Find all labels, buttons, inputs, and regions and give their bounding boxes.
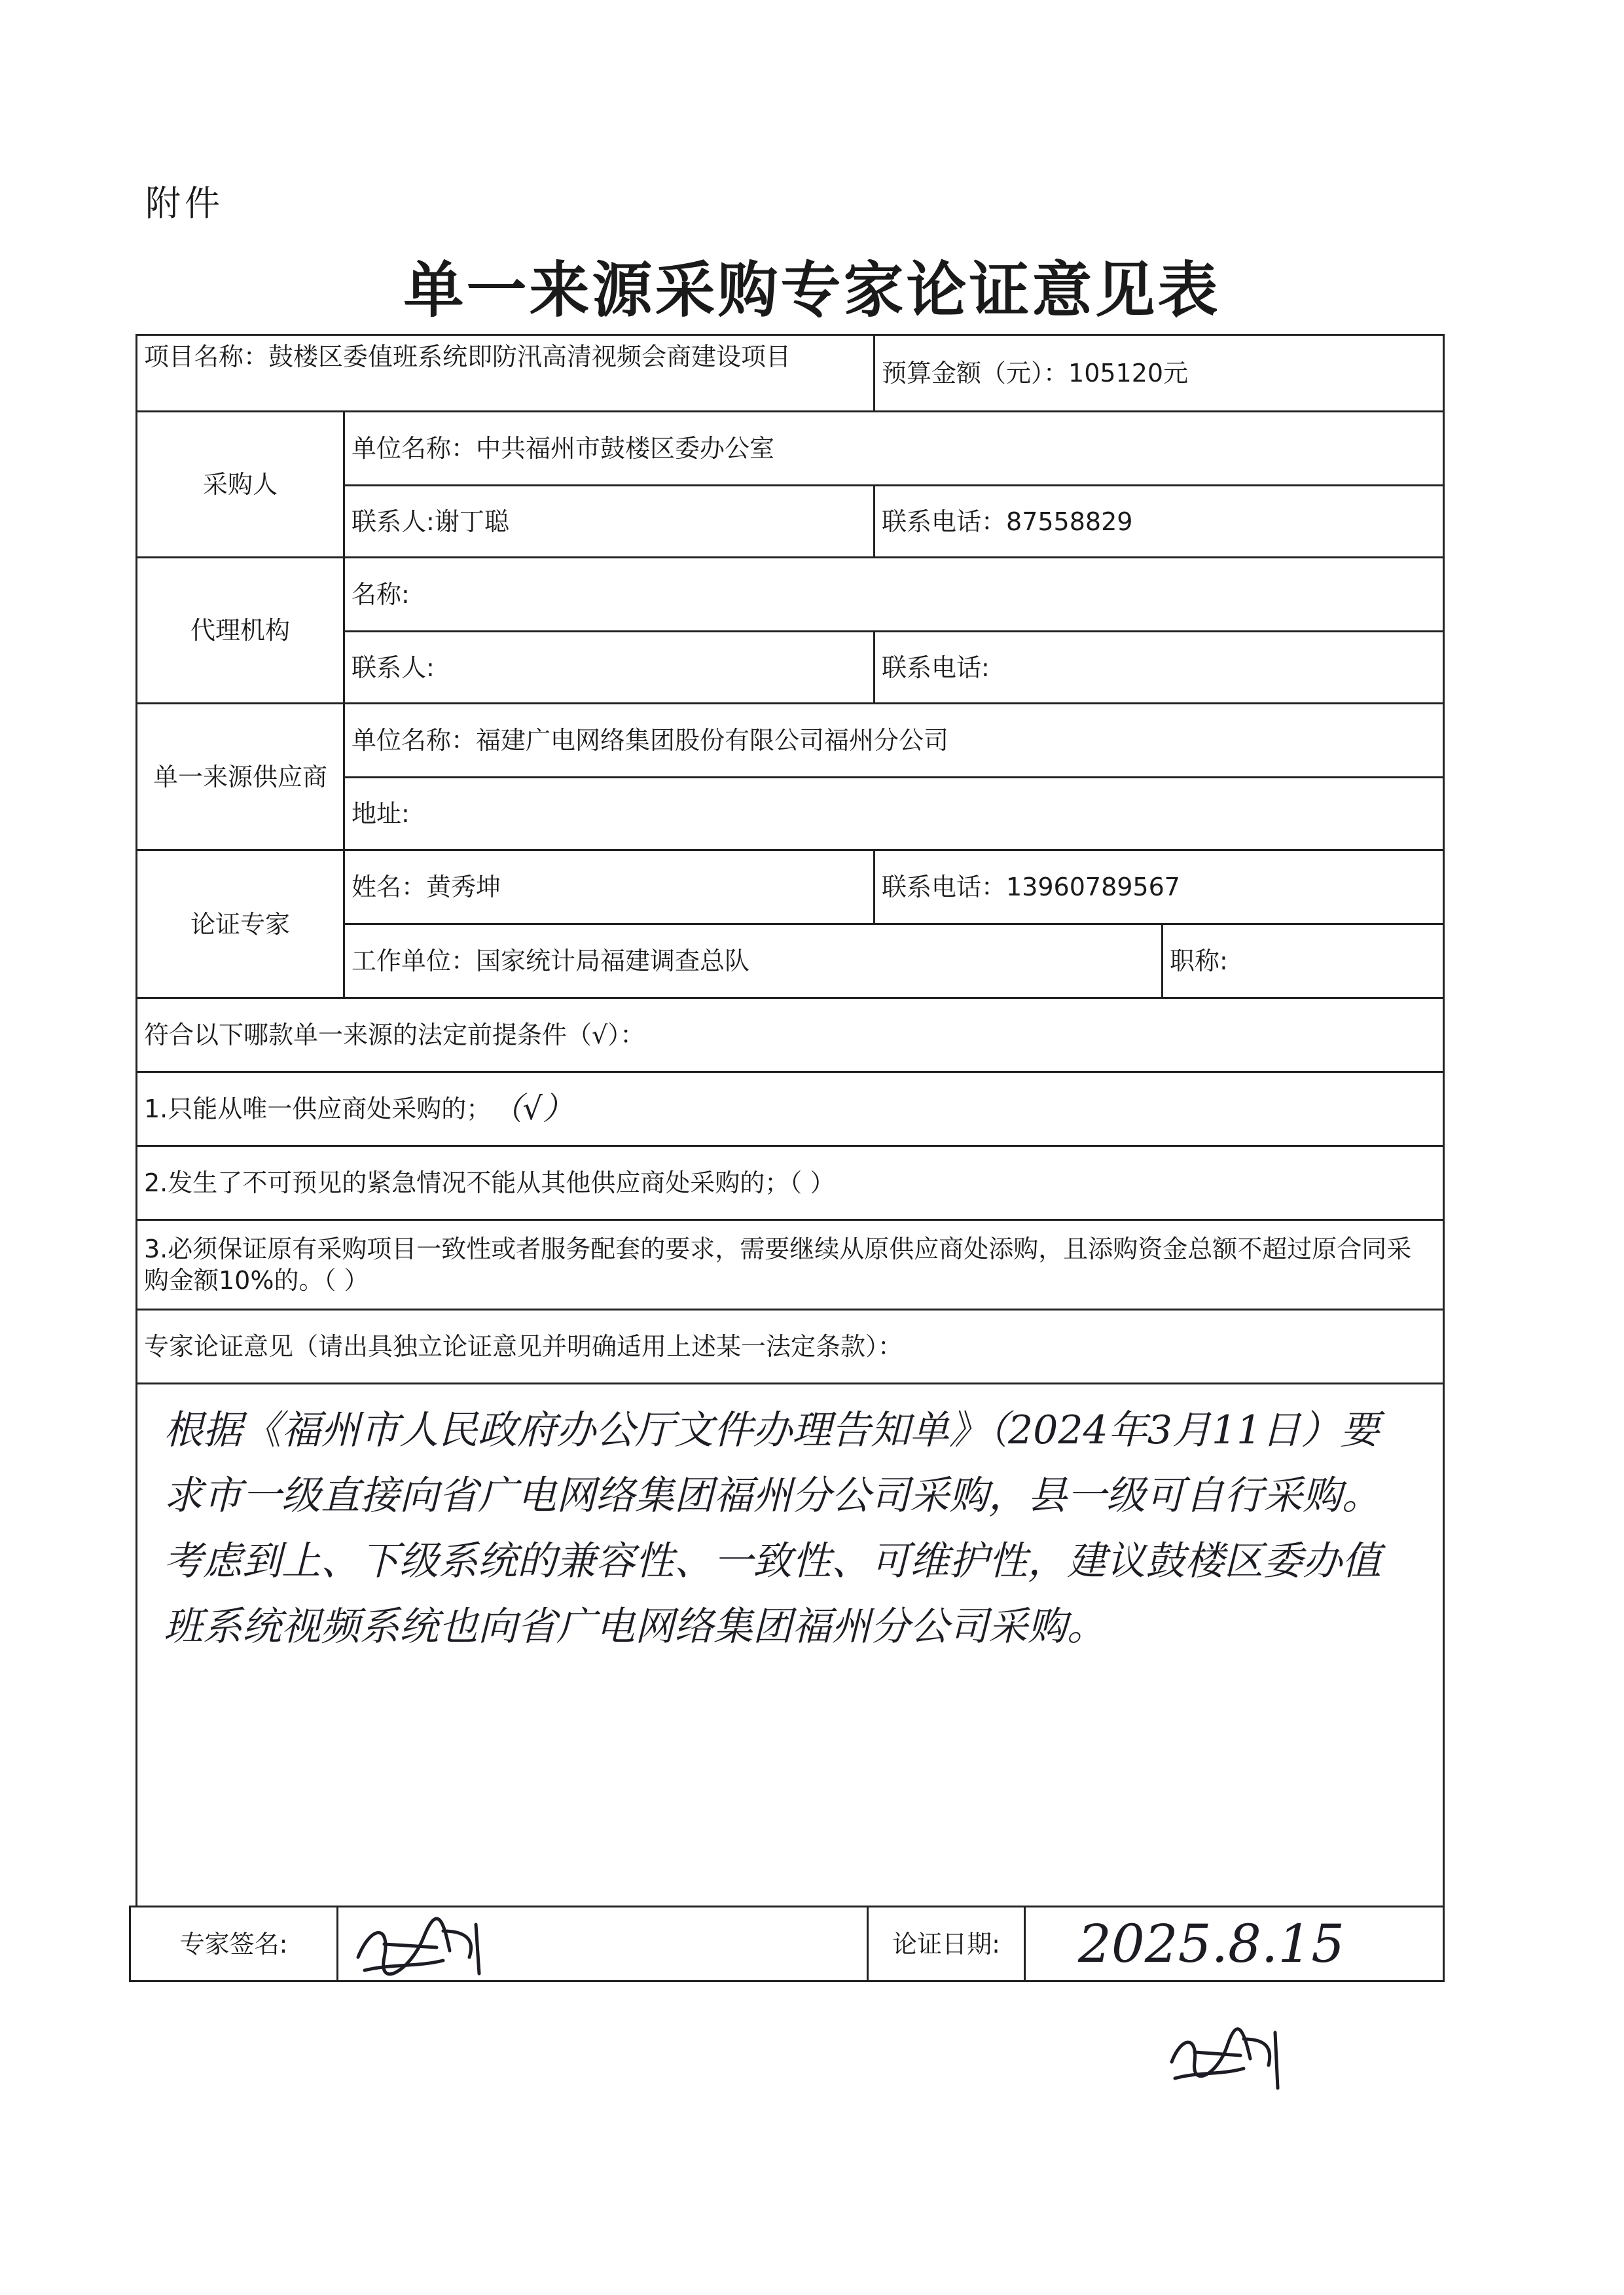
supplier-section-label: 单一来源供应商 <box>135 702 345 851</box>
project-name: 鼓楼区委值班系统即防汛高清视频会商建设项目 <box>268 342 791 371</box>
supplier-unit-cell <box>343 702 1445 778</box>
condition-1-text: 1.只能从唯一供应商处采购的； <box>144 1094 492 1123</box>
purchaser-unit-label: 单位名称： <box>352 434 477 463</box>
purchaser-phone: 87558829 <box>1006 507 1133 536</box>
agency-name-cell <box>343 556 1445 632</box>
conditions-heading: 符合以下哪款单一来源的法定前提条件（√）： <box>135 997 1445 1073</box>
project-name-cell <box>135 334 875 412</box>
date-label: 论证日期: <box>867 1906 1026 1982</box>
form-table <box>135 334 1445 1982</box>
expert-phone: 13960789567 <box>1006 873 1180 901</box>
expert-signature-below <box>1159 2023 1296 2095</box>
agency-contact-cell <box>343 630 875 704</box>
purchaser-contact: 谢丁聪 <box>434 507 509 536</box>
budget-value: 105120元 <box>1068 359 1189 388</box>
expert-section-label: 论证专家 <box>135 849 345 999</box>
purchaser-phone-cell <box>873 484 1445 558</box>
purchaser-unit-cell <box>343 410 1445 486</box>
purchaser-section-label: 采购人 <box>135 410 345 558</box>
opinion-text: 根据《福州市人民政府办公厅文件办理告知单》（2024年3月11日）要求市一级直接向省广电网络集团福州分公司采购，县一级可自行采购。考虑到上、下级系统的兼容性、一致性、可维护性，建议鼓楼区委办值班系统视频系统也向省广电网络集团福州分公司采购。 <box>135 1382 1445 1907</box>
agency-contact-label: 联系人: <box>352 653 435 682</box>
agency-name-label: 名称: <box>352 580 410 609</box>
expert-work-unit-cell <box>343 923 1163 999</box>
supplier-address-label: 地址: <box>352 799 410 828</box>
supplier-address-cell <box>343 776 1445 851</box>
project-name-label: 项目名称： <box>144 342 269 371</box>
expert-phone-label: 联系电话： <box>882 873 1007 901</box>
expert-work-unit: 国家统计局福建调查总队 <box>476 947 750 975</box>
budget-cell <box>873 334 1445 412</box>
supplier-unit: 福建广电网络集团股份有限公司福州分公司 <box>476 726 949 755</box>
agency-section-label: 代理机构 <box>135 556 345 704</box>
condition-1-checkmark: （√） <box>491 1091 574 1127</box>
condition-3: 3.必须保证原有采购项目一致性或者服务配套的要求，需要继续从原供应商处添购，且添购资金总额不超过原合同采购金额10%的。（ ） <box>135 1219 1445 1310</box>
expert-title-label: 职称: <box>1170 947 1228 975</box>
opinion-heading: 专家论证意见（请出具独立论证意见并明确适用上述某一法定条款）： <box>135 1309 1445 1384</box>
agency-phone-label: 联系电话: <box>882 653 990 682</box>
signature-cell <box>336 1906 869 1982</box>
expert-name: 黄秀坤 <box>426 873 501 901</box>
agency-phone-cell <box>873 630 1445 704</box>
expert-signature <box>345 1911 515 1977</box>
expert-name-label: 姓名： <box>352 873 427 901</box>
expert-name-cell <box>343 849 875 925</box>
condition-2: 2.发生了不可预见的紧急情况不能从其他供应商处采购的；（ ） <box>135 1145 1445 1221</box>
condition-1 <box>135 1071 1445 1147</box>
expert-phone-cell <box>873 849 1445 925</box>
expert-title-cell <box>1161 923 1445 999</box>
purchaser-phone-label: 联系电话： <box>882 507 1007 536</box>
form-title: 单一来源采购专家论证意见表 <box>403 255 1221 325</box>
supplier-unit-label: 单位名称： <box>352 726 477 755</box>
attachment-label: 附件 <box>145 183 224 224</box>
purchaser-contact-cell <box>343 484 875 558</box>
signature-label: 专家签名: <box>129 1906 338 1982</box>
purchaser-contact-label: 联系人: <box>352 507 435 536</box>
expert-work-unit-label: 工作单位： <box>352 947 477 975</box>
purchaser-unit: 中共福州市鼓楼区委办公室 <box>476 434 775 463</box>
signature-date: 2025.8.15 <box>1024 1906 1445 1982</box>
budget-label: 预算金额（元）： <box>882 359 1069 388</box>
